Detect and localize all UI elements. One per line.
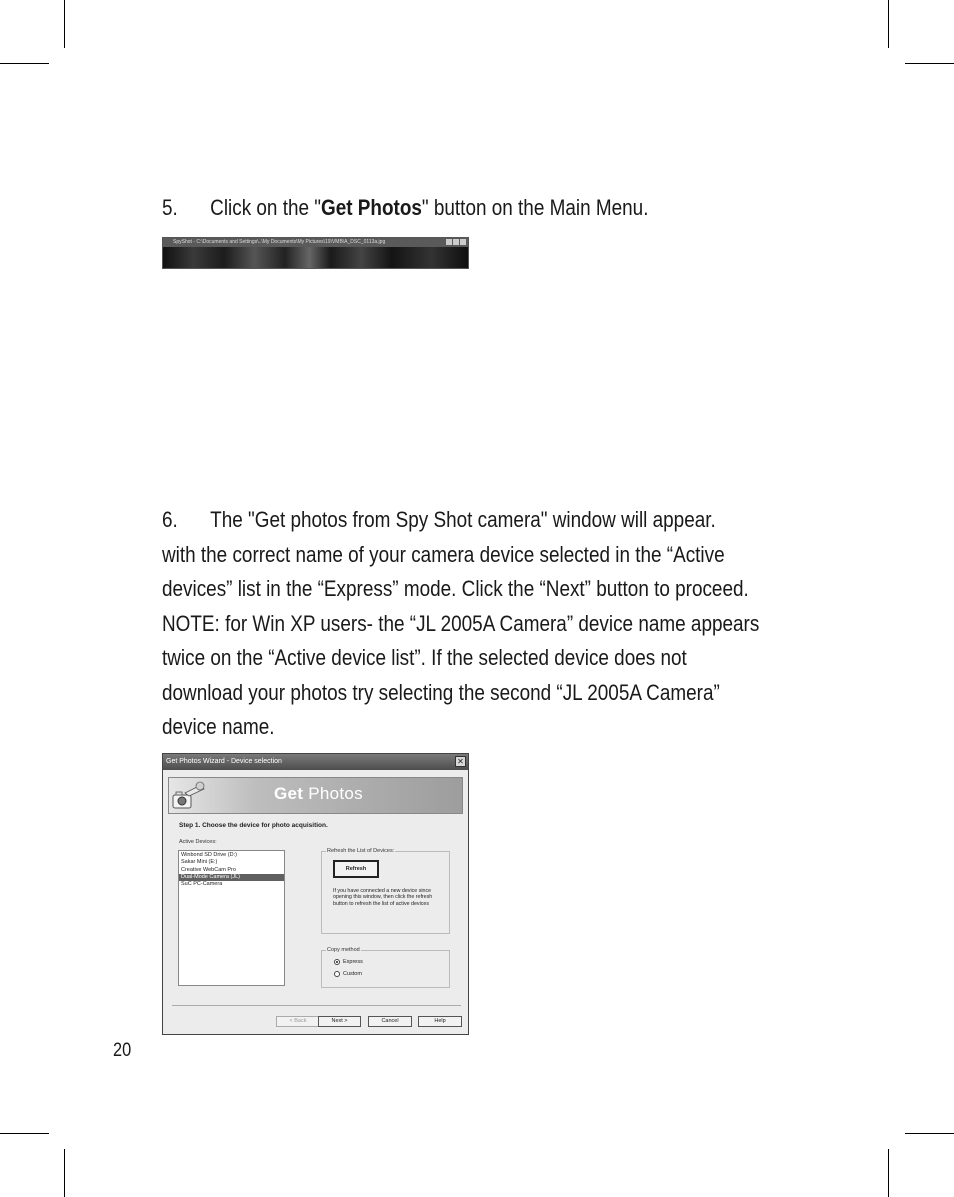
help-button[interactable]: Help <box>418 1016 462 1027</box>
device-item-selected[interactable]: Dual-Mode Camera (JL) <box>179 874 284 881</box>
crop-mark <box>64 0 65 48</box>
crop-mark <box>888 1149 889 1197</box>
refresh-group-label: Refresh the List of Devices: <box>327 848 395 854</box>
crop-mark <box>0 63 49 64</box>
step-text: Click on the " <box>210 195 321 220</box>
button-name: Get Photos <box>320 195 422 220</box>
banner-title <box>274 784 363 804</box>
step-6 <box>162 503 759 745</box>
close-icon <box>460 239 466 245</box>
wizard-banner <box>168 777 463 814</box>
window-controls <box>446 239 466 245</box>
device-item[interactable]: Winbond SD Drive (D:) <box>181 852 237 858</box>
step-number: 6. <box>162 507 178 532</box>
refresh-button[interactable]: Refresh <box>333 860 379 878</box>
step-5 <box>162 191 648 226</box>
custom-label: Custom <box>343 971 362 977</box>
dialog-title: Get Photos Wizard - Device selection <box>166 758 282 765</box>
step-text: " button on the Main Menu. <box>421 195 649 220</box>
step-text: The "Get photos from Spy Shot camera" window will appear. <box>210 507 716 532</box>
divider <box>172 1005 461 1006</box>
step-line: twice on the “Active device list”. If the selected device does not <box>162 645 687 670</box>
crop-mark <box>888 0 889 48</box>
active-devices-label: Active Devices: <box>179 839 217 845</box>
crop-mark <box>0 1133 49 1134</box>
step-line: NOTE: for Win XP users- the “JL 2005A Camera” device name appears <box>162 610 760 636</box>
banner-word-photos: Photos <box>308 784 363 803</box>
banner-word-get: Get <box>274 784 304 803</box>
step-line: devices” list in the “Express” mode. Click the “Next” button to proceed. <box>162 576 749 601</box>
cancel-button[interactable]: Cancel <box>368 1016 412 1027</box>
window-titlebar <box>163 238 468 247</box>
crop-mark <box>905 1133 954 1134</box>
step-heading: Step 1. Choose the device for photo acquisition. <box>179 822 328 829</box>
device-item[interactable]: Creative WebCam Pro <box>181 866 236 873</box>
maximize-icon <box>453 239 459 245</box>
photo-strip <box>163 247 468 269</box>
radio-checked-icon <box>334 959 340 965</box>
window-title: SpyShot - C:\Documents and Settings\..\My Documents\My Pictures\19\VMB\A_DSC_0113a.jpg <box>173 239 386 245</box>
crop-mark <box>905 63 954 64</box>
copy-method-label: Copy method <box>327 947 360 953</box>
custom-radio[interactable] <box>334 971 362 977</box>
refresh-help-text: If you have connected a new device since opening this window, then click the refresh button to refresh the list of active devices <box>333 888 433 907</box>
device-item[interactable]: SuC PC-Camera <box>181 881 223 888</box>
step-line: device name. <box>162 714 275 739</box>
page-number: 20 <box>113 1040 132 1061</box>
active-devices-list[interactable] <box>178 850 285 986</box>
radio-unchecked-icon <box>334 971 340 977</box>
express-label: Express <box>343 959 363 965</box>
step-number: 5. <box>162 195 178 220</box>
camera-scanner-icon <box>171 781 205 811</box>
next-button[interactable]: Next > <box>318 1016 361 1027</box>
minimize-icon <box>446 239 452 245</box>
device-selection-dialog <box>162 753 469 1035</box>
close-button[interactable]: ✕ <box>455 756 466 767</box>
step-line: download your photos try selecting the second “JL 2005A Camera” <box>162 679 720 705</box>
copy-method-group <box>321 947 450 988</box>
dialog-titlebar <box>163 754 468 770</box>
back-button[interactable]: < Back <box>276 1016 320 1027</box>
step-line: with the correct name of your camera device selected in the “Active <box>162 541 725 567</box>
step-line <box>162 503 759 538</box>
crop-mark <box>64 1149 65 1197</box>
device-item[interactable]: Sakar Mini (E:) <box>181 859 218 866</box>
express-radio[interactable] <box>334 959 363 965</box>
spyshot-window-screenshot <box>162 237 469 269</box>
